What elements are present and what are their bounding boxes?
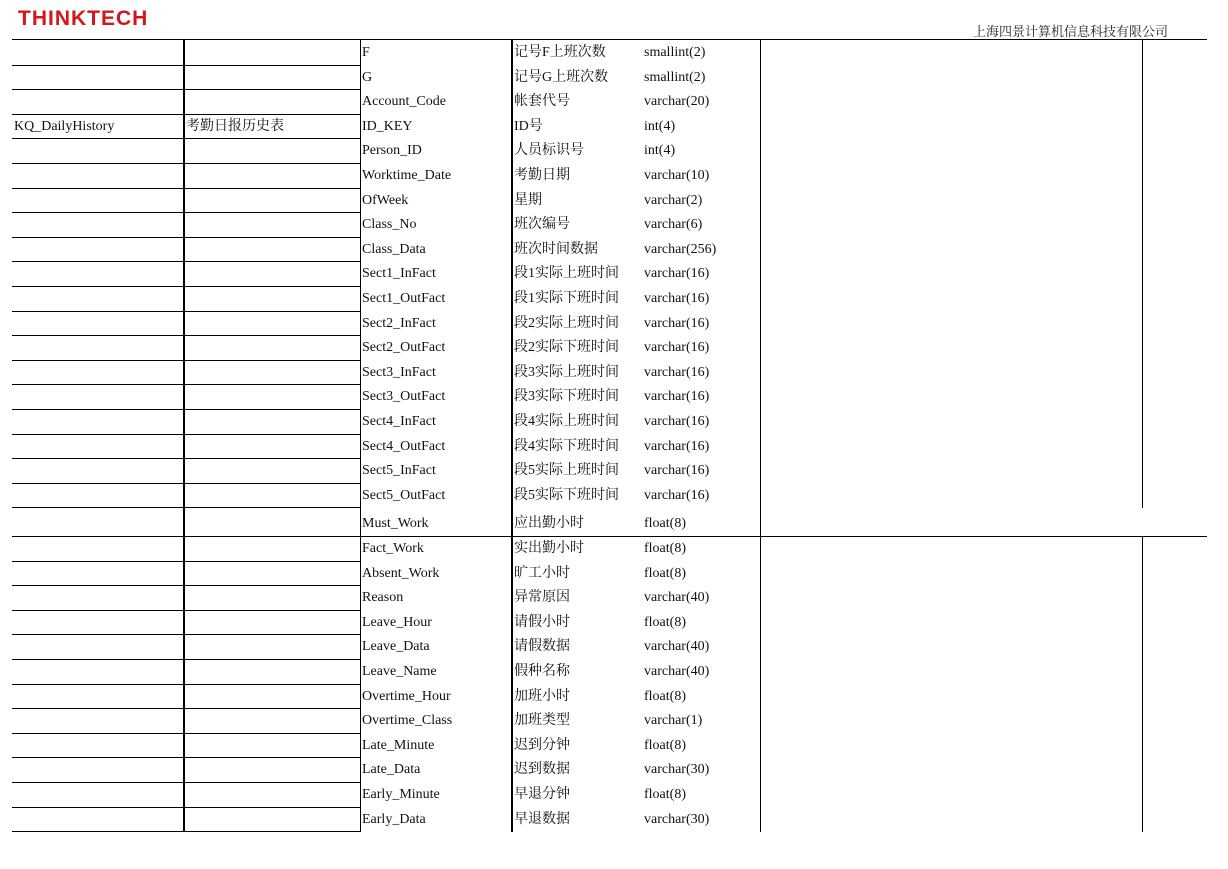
field-label: 早退数据	[514, 811, 570, 827]
field-label: 请假数据	[514, 639, 570, 655]
field-name: Sect4_OutFact	[362, 438, 446, 454]
row-divider	[12, 585, 360, 586]
field-type: varchar(16)	[644, 463, 710, 479]
field-name: Reason	[362, 590, 404, 606]
table-description: 考勤日报历史表	[186, 119, 284, 134]
row-divider	[12, 507, 360, 508]
field-name: Class_No	[362, 217, 417, 233]
row-divider	[12, 286, 360, 287]
field-type: varchar(1)	[644, 713, 703, 729]
field-name: Late_Data	[362, 762, 421, 778]
column-divider	[1142, 40, 1143, 508]
top-rule	[12, 39, 1207, 40]
field-type: float(8)	[644, 541, 686, 556]
row-divider	[12, 335, 360, 336]
row-divider	[12, 237, 360, 238]
field-label: 段1实际下班时间	[514, 291, 619, 306]
field-type: float(8)	[644, 516, 686, 532]
field-type: varchar(16)	[644, 487, 710, 503]
field-name: Absent_Work	[362, 565, 440, 581]
field-name: Sect5_OutFact	[362, 487, 446, 503]
row-divider	[12, 409, 360, 410]
field-name: Sect2_OutFact	[362, 340, 446, 356]
table-name: KQ_DailyHistory	[14, 119, 115, 134]
field-name: Sect1_InFact	[362, 266, 436, 282]
row-divider	[12, 708, 360, 709]
field-name: Must_Work	[362, 516, 429, 532]
field-name: Sect3_OutFact	[362, 389, 446, 405]
row-divider	[12, 782, 360, 783]
row-divider	[12, 188, 360, 189]
field-label: 异常原因	[514, 590, 570, 606]
field-name: Leave_Data	[362, 639, 430, 655]
field-label: 段3实际下班时间	[514, 389, 619, 405]
field-type: float(8)	[644, 614, 686, 630]
field-label: 人员标识号	[514, 143, 584, 159]
field-type: float(8)	[644, 688, 686, 704]
field-label: 段4实际下班时间	[514, 438, 619, 454]
field-type: varchar(30)	[644, 811, 710, 827]
field-type: varchar(16)	[644, 438, 710, 454]
row-divider	[12, 360, 360, 361]
field-name: Sect2_InFact	[362, 315, 436, 331]
field-type: varchar(16)	[644, 389, 710, 405]
field-label: 段5实际下班时间	[514, 487, 619, 503]
row-divider	[12, 610, 360, 611]
column-divider	[511, 40, 513, 832]
field-type: varchar(16)	[644, 340, 710, 356]
column-divider	[183, 40, 185, 832]
field-type: smallint(2)	[644, 69, 706, 85]
field-type: int(4)	[644, 118, 676, 134]
field-name: Account_Code	[362, 94, 446, 110]
row-divider	[12, 684, 360, 685]
column-divider	[760, 40, 761, 832]
field-name: Sect1_OutFact	[362, 291, 446, 306]
field-type: varchar(2)	[644, 192, 703, 208]
row-divider	[12, 659, 360, 660]
field-type: varchar(16)	[644, 266, 710, 282]
field-type: varchar(16)	[644, 414, 710, 429]
field-label: 班次时间数据	[514, 241, 598, 257]
field-name: ID_KEY	[362, 118, 413, 134]
field-label: 星期	[514, 192, 542, 208]
field-type: float(8)	[644, 787, 686, 802]
row-divider	[12, 212, 360, 213]
field-type: float(8)	[644, 737, 686, 753]
row-divider	[12, 536, 360, 537]
row-divider	[12, 634, 360, 635]
field-name: Person_ID	[362, 143, 422, 159]
field-type: varchar(40)	[644, 664, 710, 679]
row-divider	[12, 757, 360, 758]
field-label: 段2实际上班时间	[514, 315, 619, 331]
field-label: 加班小时	[514, 688, 570, 704]
field-label: 请假小时	[514, 614, 570, 630]
field-name: Fact_Work	[362, 541, 424, 556]
row-divider	[12, 89, 360, 90]
field-label: 实出勤小时	[514, 541, 584, 556]
field-label: 迟到分钟	[514, 737, 570, 753]
row-divider	[12, 311, 360, 312]
field-name: Overtime_Hour	[362, 688, 451, 704]
field-name: OfWeek	[362, 192, 409, 208]
field-name: Sect5_InFact	[362, 463, 436, 479]
field-name: Worktime_Date	[362, 168, 452, 183]
field-name: Class_Data	[362, 241, 426, 257]
field-name: F	[362, 45, 370, 60]
field-type: varchar(40)	[644, 639, 710, 655]
field-label: 段2实际下班时间	[514, 340, 619, 356]
field-type: float(8)	[644, 565, 686, 581]
column-divider	[1142, 536, 1143, 832]
field-label: 假种名称	[514, 664, 570, 679]
row-divider	[12, 138, 360, 139]
row-divider	[12, 384, 360, 385]
field-label: 旷工小时	[514, 565, 570, 581]
field-name: Sect4_InFact	[362, 414, 436, 429]
field-label: 加班类型	[514, 713, 570, 729]
field-label: 段1实际上班时间	[514, 266, 619, 282]
section-divider	[360, 536, 1207, 537]
field-type: varchar(16)	[644, 315, 710, 331]
company-name: 上海四景计算机信息科技有限公司	[972, 24, 1168, 39]
field-label: 考勤日期	[514, 168, 570, 183]
field-name: Early_Minute	[362, 787, 440, 802]
field-name: Late_Minute	[362, 737, 435, 753]
field-label: 段3实际上班时间	[514, 364, 619, 380]
row-divider	[12, 65, 360, 66]
row-divider	[12, 434, 360, 435]
row-divider	[12, 458, 360, 459]
field-type: varchar(30)	[644, 762, 710, 778]
field-label: 段4实际上班时间	[514, 414, 619, 429]
field-label: 帐套代号	[514, 94, 570, 110]
field-name: Early_Data	[362, 811, 426, 827]
field-label: 早退分钟	[514, 787, 570, 802]
field-name: Overtime_Class	[362, 713, 453, 729]
field-type: int(4)	[644, 143, 676, 159]
field-label: 迟到数据	[514, 762, 570, 778]
field-label: 段5实际上班时间	[514, 463, 619, 479]
field-name: G	[362, 69, 373, 85]
field-name: Leave_Name	[362, 664, 437, 679]
field-label: 记号G上班次数	[514, 69, 609, 85]
field-label: ID号	[514, 118, 543, 134]
field-type: varchar(6)	[644, 217, 703, 233]
field-type: smallint(2)	[644, 45, 706, 60]
field-type: varchar(40)	[644, 590, 710, 606]
field-type: varchar(256)	[644, 241, 717, 257]
field-type: varchar(20)	[644, 94, 710, 110]
row-divider	[12, 733, 360, 734]
row-divider	[12, 807, 360, 808]
field-name: Sect3_InFact	[362, 364, 436, 380]
row-divider	[12, 261, 360, 262]
row-divider	[12, 163, 360, 164]
field-label: 应出勤小时	[514, 516, 584, 532]
row-divider	[12, 561, 360, 562]
field-type: varchar(16)	[644, 291, 710, 306]
row-divider	[12, 483, 360, 484]
field-name: Leave_Hour	[362, 614, 432, 630]
company-logo: THINKTECH	[18, 7, 149, 30]
column-divider	[360, 40, 361, 832]
field-type: varchar(10)	[644, 168, 710, 183]
field-type: varchar(16)	[644, 364, 710, 380]
field-label: 班次编号	[514, 217, 570, 233]
row-divider	[12, 114, 360, 115]
field-label: 记号F上班次数	[514, 45, 606, 60]
row-divider	[12, 831, 360, 832]
